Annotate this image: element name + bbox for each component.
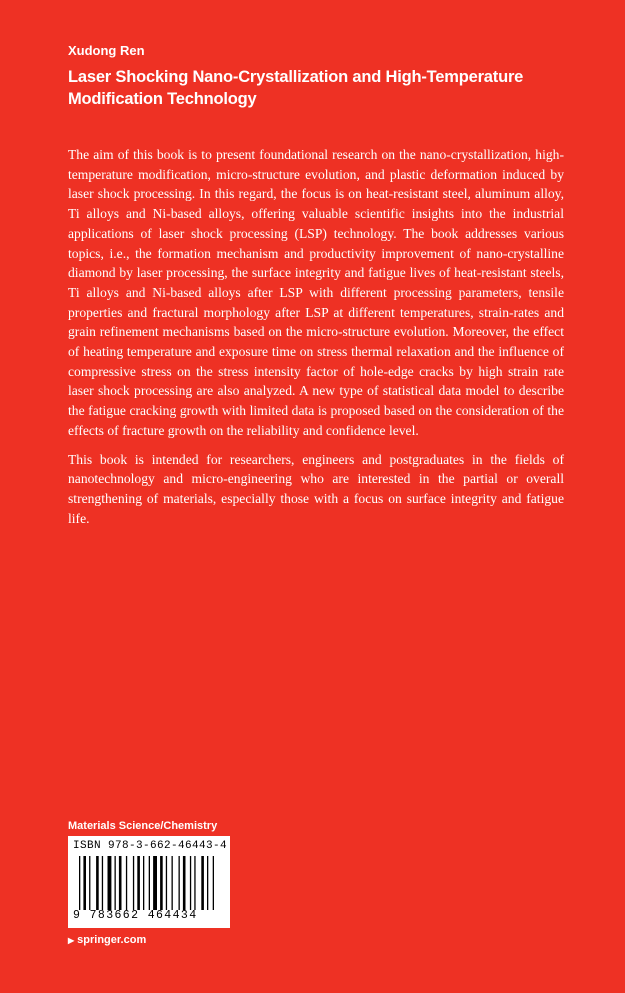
barcode-panel — [68, 836, 230, 928]
website-label: springer.com — [77, 934, 147, 946]
ean-digits: 9 783662 464434 — [73, 909, 198, 922]
author-name: Xudong Ren — [68, 43, 145, 58]
blurb-paragraph-2: This book is intended for researchers, engineers and postgraduates in the fields of nanotechnology and micro-engineering who are interested in the partial or overall strengthening of materials, especially those with a focus on surface integrity and fatigue life. — [68, 451, 564, 526]
website-link[interactable] — [68, 934, 146, 946]
subject-category: Materials Science/Chemistry — [68, 820, 218, 832]
barcode-icon — [73, 856, 225, 910]
book-title-line-2: Modification Technology — [68, 90, 257, 108]
blurb-paragraph-1: The aim of this book is to present foundational research on the nano-crystallization, high-temperature modification, micro-structure evolution, and plastic deformation induced by laser shock processing. In this regard, the focus is on heat-resistant steel, aluminum alloy, Ti alloys and Ni-based alloys, offering valuable scientific insights into the industrial applications of laser shock processing (LSP) technology. The book addresses various topics, i.e., the formation mechanism and productivity improvement of nano-crystalline diamond by laser processing, the surface integrity and fatigue lives of heat-resistant steels, Ti alloys and Ni-based alloys after LSP with different processing parameters, tensile properties and fractural morphology after LSP at different temperatures, strain-rates and grain refinement mechanisms based on the micro-structure evolution. Moreover, the effect of heating temperature and exposure time on stress thermal relaxation and the influence of compressive stress on the stress intensity factor of hole-edge cracks by high strain rate laser shock processing are also analyzed. A new type of statistical data model to describe the fatigue cracking growth with limited data is proposed based on the consideration of the effects of fracture growth on the reliability and confidence level. — [68, 147, 564, 438]
blurb — [68, 145, 564, 537]
arrow-right-icon: ▶ — [68, 935, 75, 945]
isbn-number: ISBN 978-3-662-46443-4 — [73, 840, 228, 852]
book-title-line-1: Laser Shocking Nano-Crystallization and High-Temperature — [68, 68, 524, 86]
book-title — [68, 66, 568, 110]
